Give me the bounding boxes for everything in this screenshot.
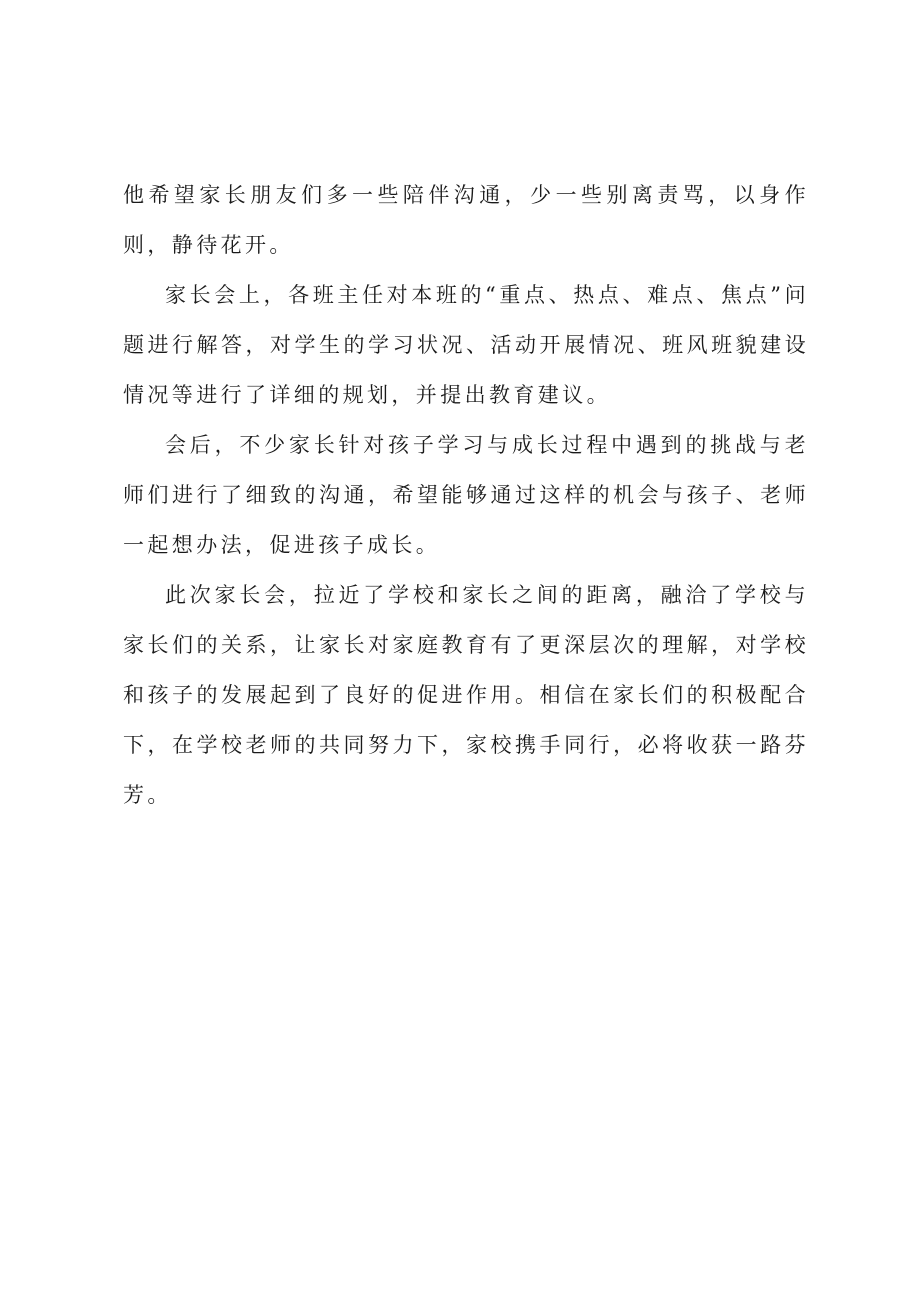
paragraph-4: 此次家长会，拉近了学校和家长之间的距离，融洽了学校与家长们的关系，让家长对家庭教育有了更深层次的理解，对学校和孩子的发展起到了良好的促进作用。相信在家长们的积极配合下，在学校老师的共同努力下，家校携手同行，必将收获一路芬芳。 xyxy=(123,583,809,807)
paragraph-3: 会后，不少家长针对孩子学习与成长过程中遇到的挑战与老师们进行了细致的沟通，希望能够通过这样的机会与孩子、老师一起想办法，促进孩子成长。 xyxy=(123,433,809,557)
paragraph-1: 他希望家长朋友们多一些陪伴沟通，少一些别离责骂，以身作则，静待花开。 xyxy=(123,183,809,257)
document-body xyxy=(123,170,809,820)
paragraph-2: 家长会上，各班主任对本班的“重点、热点、难点、焦点”问题进行解答，对学生的学习状况、活动开展情况、班风班貌建设情况等进行了详细的规划，并提出教育建议。 xyxy=(123,283,809,407)
